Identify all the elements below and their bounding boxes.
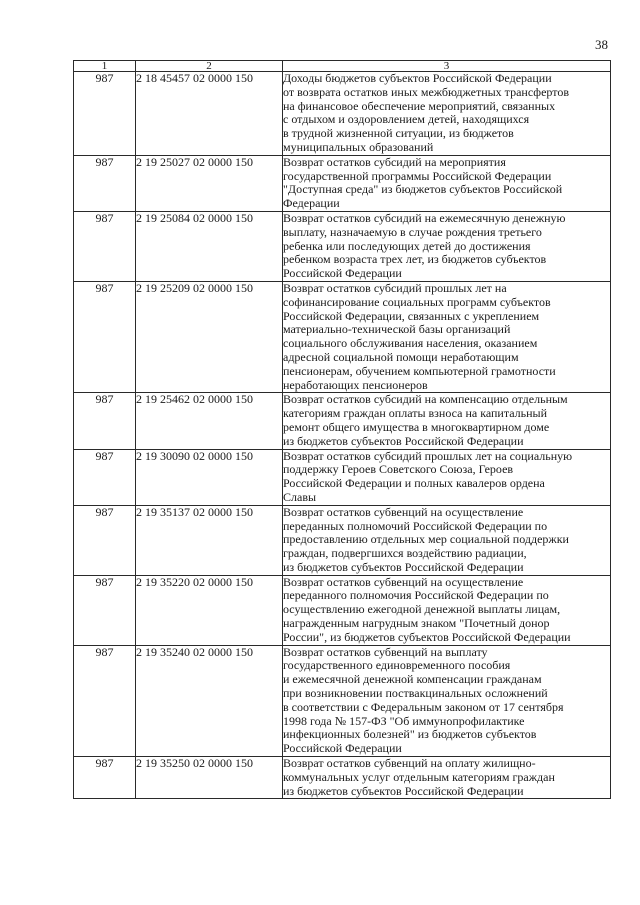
description-cell bbox=[283, 155, 611, 211]
description-line: Российской Федерации, связанных с укреплением bbox=[283, 308, 540, 323]
budget-code-cell: 2 19 35220 02 0000 150 bbox=[136, 575, 283, 645]
description-line: Возврат остатков субсидий на ежемесячную денежную bbox=[283, 210, 566, 225]
description-line: Возврат остатков субсидий на мероприятия bbox=[283, 154, 506, 169]
description-cell bbox=[283, 211, 611, 281]
description-cell bbox=[283, 645, 611, 756]
description-line: коммунальных услуг отдельным категориям граждан bbox=[283, 769, 555, 784]
description-line: 1998 года № 157-ФЗ "Об иммунопрофилактике bbox=[283, 713, 525, 728]
description-cell bbox=[283, 757, 611, 799]
description-line: от возврата остатков иных межбюджетных трансфертов bbox=[283, 84, 569, 99]
description-line: с отдыхом и оздоровлением детей, находящихся bbox=[283, 112, 530, 127]
budget-code-cell: 2 19 30090 02 0000 150 bbox=[136, 449, 283, 505]
budget-code-cell: 2 19 35250 02 0000 150 bbox=[136, 757, 283, 799]
description-line: выплату, назначаемую в случае рождения третьего bbox=[283, 224, 542, 239]
description-line: при возникновении поствакцинальных осложнений bbox=[283, 686, 548, 701]
budget-code-cell: 2 19 35137 02 0000 150 bbox=[136, 505, 283, 575]
admin-code-cell: 987 bbox=[74, 155, 136, 211]
table-row bbox=[74, 72, 611, 156]
description-cell bbox=[283, 281, 611, 392]
description-line: софинансирование социальных программ субъектов bbox=[283, 294, 551, 309]
table-row bbox=[74, 575, 611, 645]
description-line: осуществлению ежегодной денежной выплаты лицам, bbox=[283, 602, 561, 617]
budget-code-cell: 2 19 35240 02 0000 150 bbox=[136, 645, 283, 756]
admin-code-cell: 987 bbox=[74, 211, 136, 281]
column-header-3: 3 bbox=[283, 61, 611, 72]
admin-code-cell: 987 bbox=[74, 72, 136, 156]
description-line: Российской Федерации и полных кавалеров ордена bbox=[283, 476, 545, 491]
budget-code-cell: 2 19 25209 02 0000 150 bbox=[136, 281, 283, 392]
column-header-2: 2 bbox=[136, 61, 283, 72]
description-line: социального обслуживания населения, оказанием bbox=[283, 336, 538, 351]
description-line: Федерации bbox=[283, 196, 340, 211]
description-line: Возврат остатков субсидий на компенсацию отдельным bbox=[283, 392, 568, 407]
description-line: ремонт общего имущества в многоквартирном доме bbox=[283, 419, 550, 434]
table-row bbox=[74, 645, 611, 756]
table-header-row bbox=[74, 61, 611, 72]
description-line: адресной социальной помощи неработающим bbox=[283, 349, 519, 364]
admin-code-cell: 987 bbox=[74, 505, 136, 575]
description-line: переданного полномочия Российской Федерации по bbox=[283, 588, 549, 603]
table-row bbox=[74, 393, 611, 449]
description-line: Возврат остатков субсидий прошлых лет на bbox=[283, 280, 507, 295]
description-line: в трудной жизненной ситуации, из бюджетов bbox=[283, 126, 514, 141]
budget-classification-table bbox=[73, 60, 611, 799]
description-cell bbox=[283, 72, 611, 156]
description-line: ребенком возраста трех лет, из бюджетов субъектов bbox=[283, 252, 547, 267]
table-row bbox=[74, 757, 611, 799]
table-row bbox=[74, 449, 611, 505]
description-line: Возврат остатков субвенций на осуществление bbox=[283, 504, 524, 519]
description-line: Возврат остатков субвенций на выплату bbox=[283, 644, 488, 659]
description-cell bbox=[283, 449, 611, 505]
description-line: категориям граждан оплаты взноса на капитальный bbox=[283, 406, 548, 421]
description-line: Российской Федерации bbox=[283, 741, 402, 756]
budget-code-cell: 2 18 45457 02 0000 150 bbox=[136, 72, 283, 156]
admin-code-cell: 987 bbox=[74, 281, 136, 392]
description-line: Возврат остатков субсидий прошлых лет на социальную bbox=[283, 448, 573, 463]
admin-code-cell: 987 bbox=[74, 757, 136, 799]
table-body bbox=[74, 72, 611, 799]
description-line: из бюджетов субъектов Российской Федерации bbox=[283, 433, 524, 448]
description-line: Возврат остатков субвенций на осуществление bbox=[283, 574, 524, 589]
description-line: инфекционных болезней" из бюджетов субъектов bbox=[283, 727, 537, 742]
budget-code-cell: 2 19 25084 02 0000 150 bbox=[136, 211, 283, 281]
description-line: Славы bbox=[283, 489, 317, 504]
description-line: материально-технической базы организаций bbox=[283, 322, 511, 337]
description-line: муниципальных образований bbox=[283, 139, 434, 154]
table-row bbox=[74, 211, 611, 281]
description-line: "Доступная среда" из бюджетов субъектов Российской bbox=[283, 182, 563, 197]
description-line: Российской Федерации bbox=[283, 266, 402, 281]
admin-code-cell: 987 bbox=[74, 393, 136, 449]
table-row bbox=[74, 505, 611, 575]
description-line: на финансовое обеспечение мероприятий, связанных bbox=[283, 98, 556, 113]
description-line: неработающих пенсионеров bbox=[283, 377, 428, 392]
description-cell bbox=[283, 393, 611, 449]
admin-code-cell: 987 bbox=[74, 645, 136, 756]
description-line: граждан, подвергшихся воздействию радиации, bbox=[283, 546, 527, 561]
admin-code-cell: 987 bbox=[74, 575, 136, 645]
description-line: поддержку Героев Советского Союза, Героев bbox=[283, 462, 514, 477]
description-line: государственного единовременного пособия bbox=[283, 658, 511, 673]
column-header-1: 1 bbox=[74, 61, 136, 72]
description-line: Возврат остатков субвенций на оплату жилищно- bbox=[283, 756, 536, 771]
description-line: предоставлению отдельных мер социальной поддержки bbox=[283, 532, 569, 547]
description-line: в соответствии с Федеральным законом от 17 сентября bbox=[283, 699, 564, 714]
description-line: Доходы бюджетов субъектов Российской Федерации bbox=[283, 71, 552, 85]
budget-code-cell: 2 19 25027 02 0000 150 bbox=[136, 155, 283, 211]
description-line: награжденным нагрудным знаком "Почетный донор bbox=[283, 616, 550, 631]
description-line: из бюджетов субъектов Российской Федерации bbox=[283, 783, 524, 798]
description-line: переданных полномочий Российской Федерации по bbox=[283, 518, 548, 533]
description-line: пенсионерам, обучением компьютерной грамотности bbox=[283, 363, 556, 378]
budget-code-cell: 2 19 25462 02 0000 150 bbox=[136, 393, 283, 449]
page-number: 38 bbox=[595, 37, 608, 52]
description-line: России", из бюджетов субъектов Российской Федерации bbox=[283, 629, 571, 644]
description-line: и ежемесячной денежной компенсации гражданам bbox=[283, 672, 542, 687]
description-line: из бюджетов субъектов Российской Федерации bbox=[283, 559, 524, 574]
admin-code-cell: 987 bbox=[74, 449, 136, 505]
description-line: государственной программы Российской Федерации bbox=[283, 168, 552, 183]
table-row bbox=[74, 281, 611, 392]
description-cell bbox=[283, 575, 611, 645]
description-line: ребенка или последующих детей до достижения bbox=[283, 238, 531, 253]
table-row bbox=[74, 155, 611, 211]
description-cell bbox=[283, 505, 611, 575]
